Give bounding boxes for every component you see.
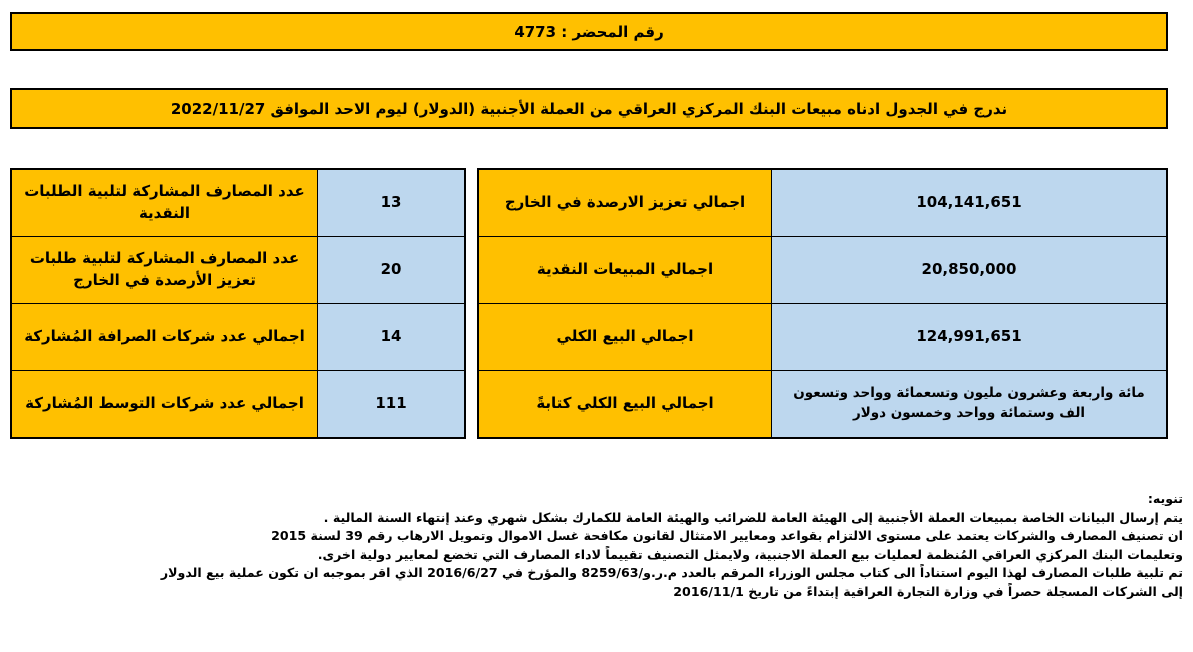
total-sales-in-words-label: اجمالي البيع الكلي كتابةً: [479, 371, 771, 437]
notes-title: تنويه:: [1147, 491, 1183, 506]
cash-sales-value: 20,850,000: [772, 237, 1166, 303]
note-line: تم تلبية طلبات المصارف لهذا اليوم استناداً الى كتاب مجلس الوزراء المرقم بالعدد م.ر.و/8259/63 والمؤرخ في 2016/6/27 الذي اقر بموجبه ان تكون عملية بيع الدولار: [160, 565, 1183, 580]
exchange-companies-count: 14: [318, 304, 464, 370]
total-sales-in-words-value: مائة واربعة وعشرون مليون وتسعمائة وواحد وتسعون الف وستمائة وواحد وخمسون دولار: [772, 371, 1166, 437]
cash-banks-count: 13: [318, 170, 464, 236]
transfer-banks-label: عدد المصارف المشاركة لتلبية طلبات تعزيز الأرصدة في الخارج: [12, 237, 317, 303]
note-line: إلى الشركات المسجلة حصراً في وزارة التجارة العراقية إبتداءً من تاريخ 2016/11/1: [673, 583, 1183, 599]
exchange-companies-label: اجمالي عدد شركات الصرافة المُشاركة: [12, 304, 317, 370]
participants-table: [10, 168, 466, 439]
brokerage-companies-label: اجمالي عدد شركات التوسط المُشاركة: [12, 371, 317, 437]
total-transfers-label: اجمالي تعزيز الارصدة في الخارج: [479, 170, 771, 236]
brokerage-companies-count: 111: [318, 371, 464, 437]
notes-section: [23, 490, 1183, 601]
sales-totals-table: [477, 168, 1168, 439]
cash-banks-label: عدد المصارف المشاركة لتلبية الطلبات النقدية: [12, 170, 317, 236]
header-banner: [10, 88, 1168, 129]
cash-sales-label: اجمالي المبيعات النقدية: [479, 237, 771, 303]
total-sales-value: 124,991,651: [772, 304, 1166, 370]
total-sales-label: اجمالي البيع الكلي: [479, 304, 771, 370]
header-text: ندرج في الجدول ادناه مبيعات البنك المركزي العراقي من العملة الأجنبية (الدولار) ليوم الاحد الموافق 2022/11/27: [170, 99, 1008, 118]
note-line: وتعليمات البنك المركزي العراقي المُنظمة لعمليات بيع العملة الاجنبية، ولايمثل التصنيف تقييماً لاداء المصارف التي تخضع لمعايير دولية اخرى.: [317, 546, 1183, 562]
transfer-banks-count: 20: [318, 237, 464, 303]
note-line: يتم إرسال البيانات الخاصة بمبيعات العملة الأجنبية إلى الهيئة العامة للضرائب والهيئة العامة للكمارك بشكل شهري وعند إنتهاء السنة المالية .: [323, 509, 1183, 525]
note-line: ان تصنيف المصارف والشركات يعتمد على مستوى الالتزام بقواعد ومعايير الامتثال لقانون مكافحة غسل الاموال وتمويل الارهاب رقم 39 لسنة 2015: [271, 528, 1183, 543]
record-number: رقم المحضر : 4773: [514, 22, 664, 41]
total-transfers-value: 104,141,651: [772, 170, 1166, 236]
record-number-banner: [10, 12, 1168, 51]
